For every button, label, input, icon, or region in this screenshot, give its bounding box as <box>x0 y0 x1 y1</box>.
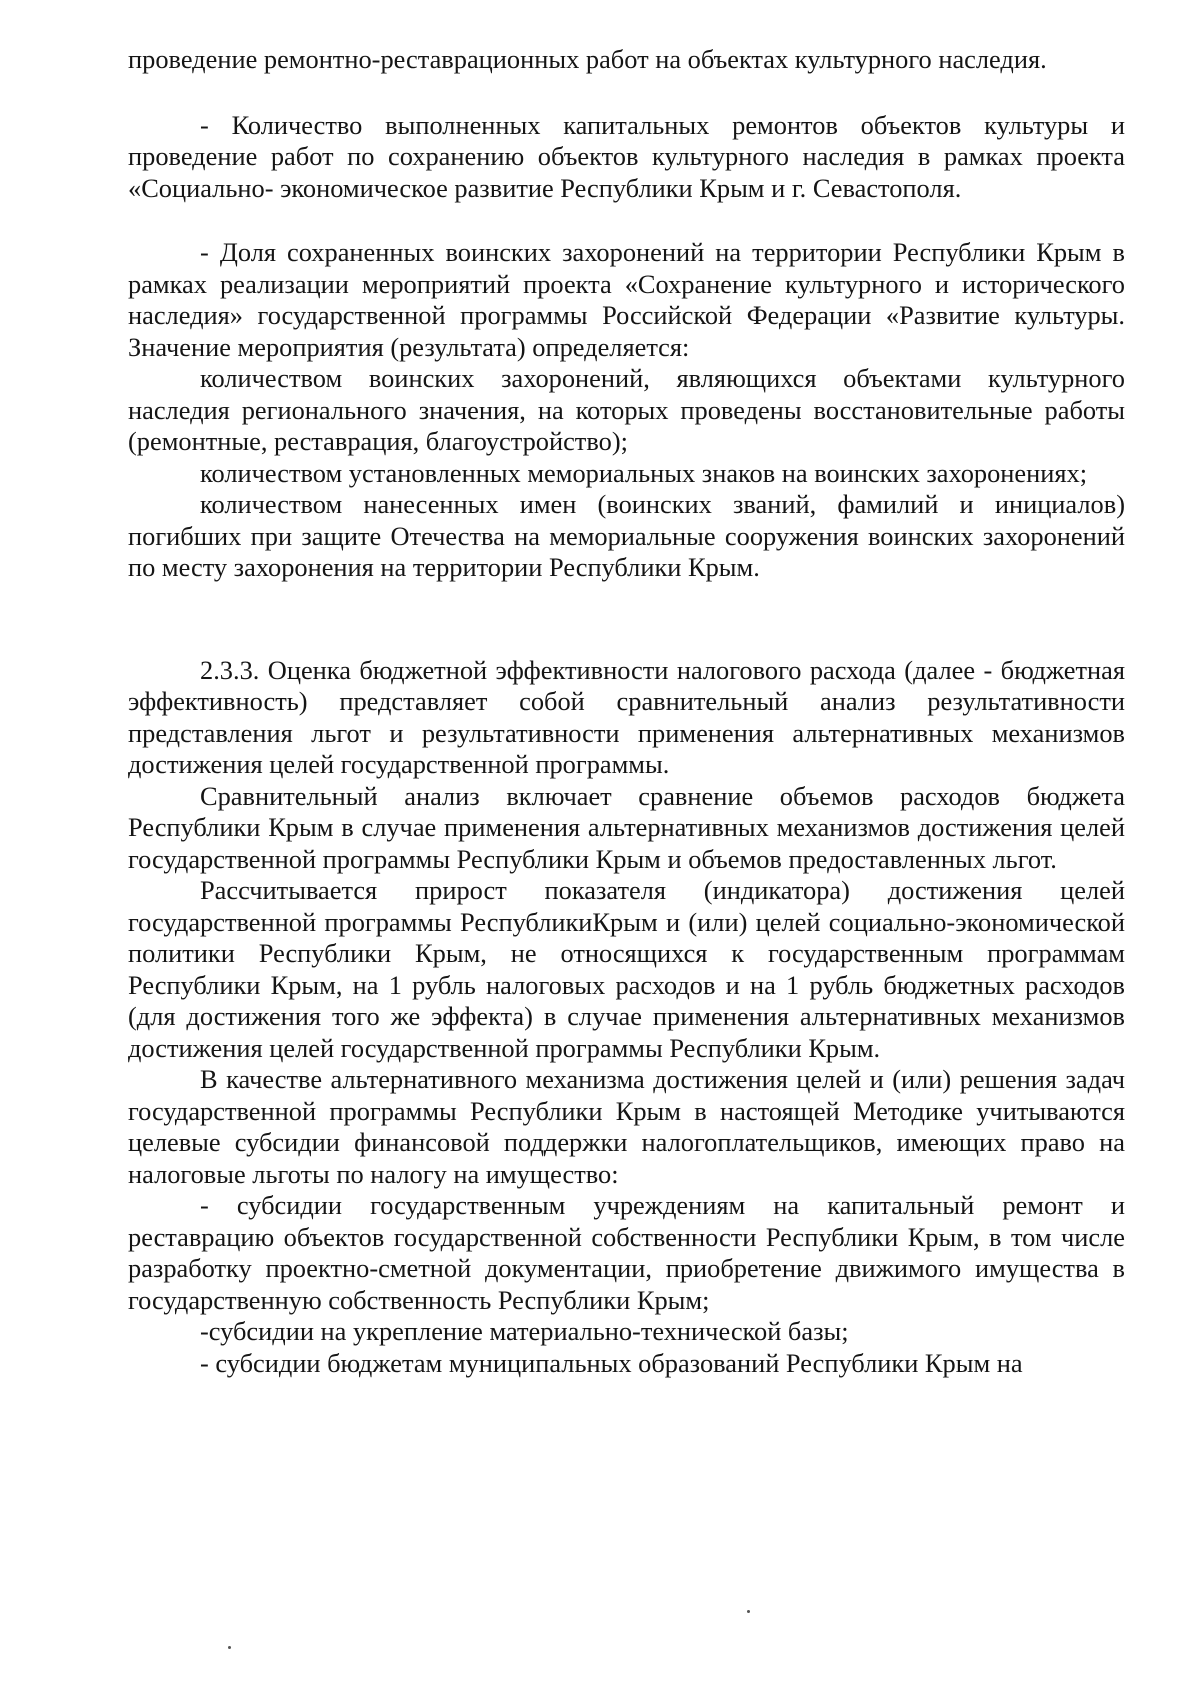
document-page <box>128 44 1125 1379</box>
paragraph-subsidies-institutions: - субсидии государственным учреждениям на капитальный ремонт и реставрацию объектов государственной собственности Республики Крым, в том числе разработку проектно-сметной документации, приобретение движимого имущества в государственную собственность Республики Крым; <box>128 1190 1125 1315</box>
paragraph-alternative-mechanism: В качестве альтернативного механизма достижения целей и (или) решения задач государственной программы Республики Крым в настоящей Методике учитываются целевые субсидии финансовой поддержки налогоплательщиков, имеющих право на налоговые льготы по налогу на имущество: <box>128 1064 1125 1189</box>
paragraph-comparative-analysis: Сравнительный анализ включает сравнение объемов расходов бюджета Республики Крым в случае применения альтернативных механизмов достижения целей государственной программы Республики Крым и объемов предоставленных льгот. <box>128 780 1125 874</box>
paragraph-subsidies-material-base: -субсидии на укрепление материально-технической базы; <box>200 1316 849 1346</box>
paragraph-burials-restored: количеством воинских захоронений, являющихся объектами культурного наследия регионального значения, на которых проведены восстановительные работы (ремонтные, реставрация, благоустройство); <box>128 363 1125 456</box>
paragraph-military-burials-share: - Доля сохраненных воинских захоронений на территории Республики Крым в рамках реализации мероприятий проекта «Сохранение культурного и исторического наследия» государственной программы Российской Федерации «Развитие культуры. Значение мероприятия (результата) определяется: <box>128 237 1125 362</box>
paragraph-names-applied: количеством нанесенных имен (воинских званий, фамилий и инициалов) погибших при защите Отечества на мемориальные сооружения воинских захоронений по месту захоронения на территории Республики Крым. <box>128 489 1125 582</box>
paragraph-capital-repairs-count: - Количество выполненных капитальных ремонтов объектов культуры и проведение работ по сохранению объектов культурного наследия в рамках проекта «Социально- экономическое развитие Республики Крым и г. Севастополя. <box>128 109 1125 203</box>
paragraph-indicator-growth: Рассчитывается прирост показателя (индикатора) достижения целей государственной программы РеспубликиКрым и (или) целей социально-экономической политики Республики Крым, не относящихся к государственным программам Республики Крым, на 1 рубль налоговых расходов и на 1 рубль бюджетных расходов (для достижения того же эффекта) в случае применения альтернативных механизмов достижения целей государственной программы Республики Крым. <box>128 875 1125 1063</box>
paragraph-budget-efficiency: 2.3.3. Оценка бюджетной эффективности налогового расхода (далее - бюджетная эффективность) представляет собой сравнительный анализ результативности представления льгот и результативности применения альтернативных механизмов достижения целей государственной программы. <box>128 654 1125 779</box>
paragraph-heritage-restoration: проведение ремонтно-реставрационных работ на объектах культурного наследия. <box>128 44 1047 74</box>
scan-speck <box>747 1610 750 1613</box>
paragraph-subsidies-municipal: - субсидии бюджетам муниципальных образований Республики Крым на <box>200 1347 1023 1378</box>
paragraph-memorial-signs: количеством установленных мемориальных знаков на воинских захоронениях; <box>200 457 1088 488</box>
scan-speck <box>228 1646 231 1649</box>
